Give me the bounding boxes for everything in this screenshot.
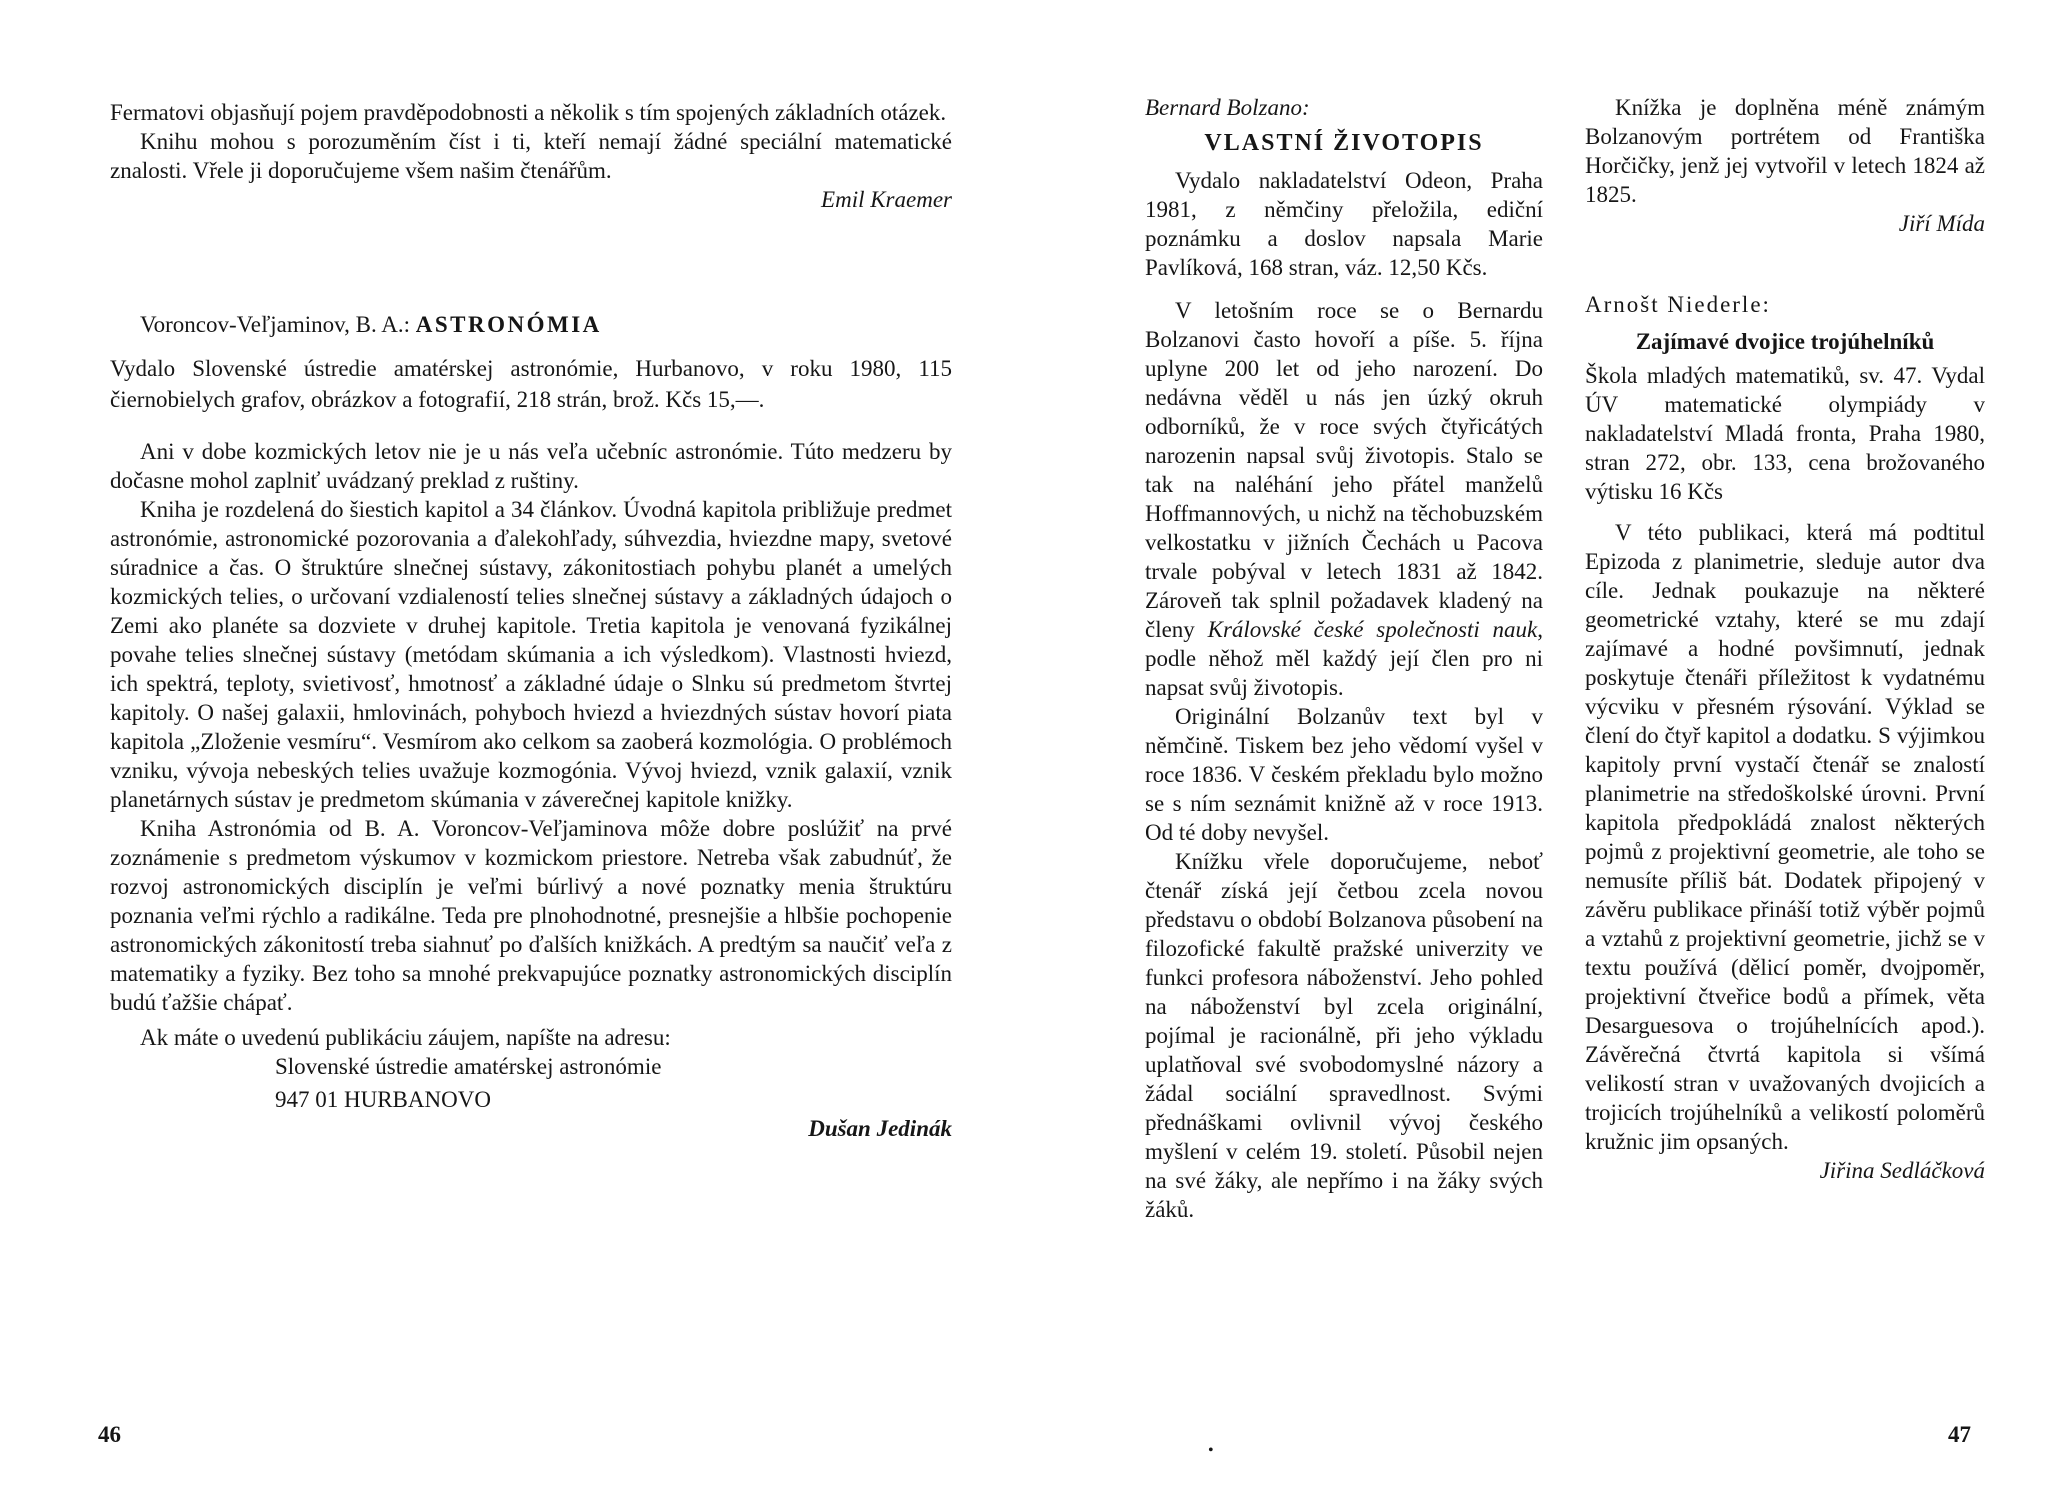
review-signature: Dušan Jedinák [808, 1116, 952, 1141]
bolzano-paragraph-1a: V letošním roce se o Bernardu Bolzanovi často hovoří a píše. 5. října uplyne 200 let od jeho narození. Do nedávna věděl u nás jen úzký okruh odborníků, že v roce svých čtyřicátých narozenin napsal svůj životopis. Stalo se tak na naléhání jeho přátel manželů Hoffmannových, u nichž na těchobuzském velkostatku v jižních Čechách u Pacova trvale pobýval v letech 1831 až 1842. Zároveň tak splnil požadavek kladený na členy [1145, 298, 1543, 642]
review-author: Voroncov-Veľjaminov, B. A.: [140, 312, 410, 337]
footer-mark: • [1208, 1442, 1214, 1459]
right-column-1 [1145, 93, 1543, 1224]
bolzano-title: VLASTNÍ ŽIVOTOPIS [1204, 130, 1484, 156]
niederle-author: Arnošt Niederle: [1585, 292, 1771, 317]
bolzano-paragraph-1 [1145, 296, 1543, 702]
bolzano-paragraph-3: Knížku vřele doporučujeme, neboť čtenář získá její četbou zcela novou představu o období Bolzanova působení na filozofické fakultě pražské univerzity ve funkci profesora náboženství. Jeho pohled na náboženství byl zcela originální, pojímal je racionálně, při jeho výkladu uplatňoval své svobodomyslné názory a žádal sociální spravedlnost. Svými přednáškami ovlivnil vývoj českého myšlení v celém 19. století. Působil nejen na své žáky, ale nepřímo i na žáky svých žáků. [1145, 849, 1543, 1222]
bolzano-signature: Jiří Mída [1898, 211, 1985, 236]
page-number-right: 47 [1948, 1422, 1971, 1447]
right-page [1035, 0, 2070, 1500]
bolzano-publication: Vydalo nakladatelství Odeon, Praha 1981, z němčiny přeložila, ediční poznámku a doslov napsala Marie Pavlíková, 168 stran, váz. 12,50 Kčs. [1145, 168, 1543, 280]
niederle-text: V této publikaci, která má podtitul Epizoda z planimetrie, sleduje autor dva cíle. Jednak poukazuje na některé geometrické vztahy, které se mu zdají zajímavé a hodné povšimnutí, jednak poskytuje čtenáři příležitost k vydatnému výcviku v přesném rýsování. Výklad se člení do čtyř kapitol a dodatku. S výjimkou kapitoly první vystačí čtenář se znalostí planimetrie na středoškolské úrovni. První kapitola předpokládá znalost některých pojmů z projektivní geometrie, ale toho se nemusíte příliš bát. Dodatek připojený v závěru publikace přináší totiž výběr pojmů a vztahů z projektivní geometrie, jichž se v textu používá (dělicí poměr, dvojpoměr, projektivní čtveřice bodů a přímek, věta Desarguesova o trojúhelnících apod.). Závěrečná čtvrtá kapitola si všímá velikostí stran v uvažovaných dvojicích a trojicích trojúhelníků a velikostí poloměrů kružnic jim opsaných. [1585, 520, 1985, 1154]
review-paragraph-2: Kniha je rozdelená do šiestich kapitol a 34 článkov. Úvodná kapitola približuje predmet astronómie, astronomické pozorovania a ďalekohľady, súhvezdia, hviezdne mapy, svetové súradnice a čas. O štruktúre slnečnej sústavy, zákonitostiach pohybu planét a umelých kozmických telies, o určovaní vzdialeností telies slnečnej sústavy a základných údajoch o Zemi ako planéte sa dozviete v druhej kapitole. Tretia kapitola je venovaná fyzikálnej povahe telies slnečnej sústavy (metódam skúmania a ich výsledkom). Vlastnosti hviezd, ich spektrá, teploty, svietivosť, hmotnosť a základné údaje o Slnku sú predmetom štvrtej kapitoly. O našej galaxii, hmlovinách, pohyboch hviezd a hviezdných sústav hovorí piata kapitola „Zloženie vesmíru“. Vesmírom ako celkom sa zaoberá kozmológia. O problémoch vzniku, vývoja nebeských telies uvažuje kozmogónia. Vývoj hviezd, vznik galaxií, vznik planetárnych sústav je predmetom skúmania v záverečnej kapitole knižky. [110, 497, 952, 812]
niederle-publication: Škola mladých matematiků, sv. 47. Vydal ÚV matematické olympiády v nakladatelství Mladá fronta, Praha 1980, stran 272, obr. 133, cena brožovaného výtisku 16 Kčs [1585, 363, 1985, 504]
review-title: ASTRONÓMIA [415, 312, 602, 337]
bolzano-paragraph-2: Originální Bolzanův text byl v němčině. Tiskem bez jeho vědomí vyšel v roce 1836. V českém překladu bylo možno se s ním seznámit knižně až v roce 1913. Od té doby nevyšel. [1145, 704, 1543, 845]
bolzano-society-name: Královské české společnosti nauk [1207, 617, 1538, 642]
review-publication: Vydalo Slovenské ústredie amatérskej astronómie, Hurbanovo, v roku 1980, 115 čiernobielych grafov, obrázkov a fotografií, 218 strán, brož. Kčs 15,—. [110, 356, 952, 412]
bolzano-paragraph-1b: , podle něhož měl každý její člen pro ni napsat svůj životopis. [1145, 617, 1543, 700]
address-line-2: 947 01 HURBANOVO [275, 1087, 491, 1112]
review-paragraph-3: Kniha Astronómia od B. A. Voroncov-Veľjaminova môže dobre poslúžiť na prvé zoznámenie s predmetom výskumov v kozmickom priestore. Netreba však zabudnúť, že rozvoj astronomických disciplín je veľmi búrlivý a nové poznatky menia štruktúru poznania veľmi rýchlo a radikálne. Teda pre plnohodnotné, presnejšie a hlbšie pochopenie astronomických zákonitostí treba siahnuť po ďalších knižkách. A predtým sa naučiť veľa z matematiky a fyziky. Bez toho sa mnohé prekvapujúce poznatky astronomických disciplín budú ťažšie chápať. [110, 816, 952, 1015]
page-number-left: 46 [98, 1422, 121, 1447]
review-heading [110, 310, 952, 339]
bolzano-continued: Knížka je doplněna méně známým Bolzanovým portrétem od Františka Horčičky, jenž jej vytvořil v letech 1824 až 1825. [1585, 95, 1985, 207]
left-column [110, 98, 952, 1143]
right-column-2 [1585, 93, 1985, 1185]
bolzano-author: Bernard Bolzano: [1145, 95, 1310, 120]
review-paragraph-1: Ani v dobe kozmických letov nie je u nás veľa učebníc astronómie. Túto medzeru by dočasne mohol zaplniť uvádzaný preklad z ruštiny. [110, 439, 952, 493]
intro-signature: Emil Kraemer [821, 187, 952, 212]
niederle-signature: Jiřina Sedláčková [1819, 1158, 1985, 1183]
review-paragraph-4: Ak máte o uvedenú publikáciu záujem, napíšte na adresu: [140, 1025, 671, 1050]
address-line-1: Slovenské ústredie amatérskej astronómie [275, 1054, 662, 1079]
intro-paragraph-1: Fermatovi objasňují pojem pravděpodobnosti a několik s tím spojených základních otázek. [110, 100, 947, 125]
intro-paragraph-2: Knihu mohou s porozuměním číst i ti, kteří nemají žádné speciální matematické znalosti. Vřele ji doporučujeme všem našim čtenářům. [110, 129, 952, 183]
niederle-title: Zajímavé dvojice trojúhelníků [1635, 329, 1935, 354]
